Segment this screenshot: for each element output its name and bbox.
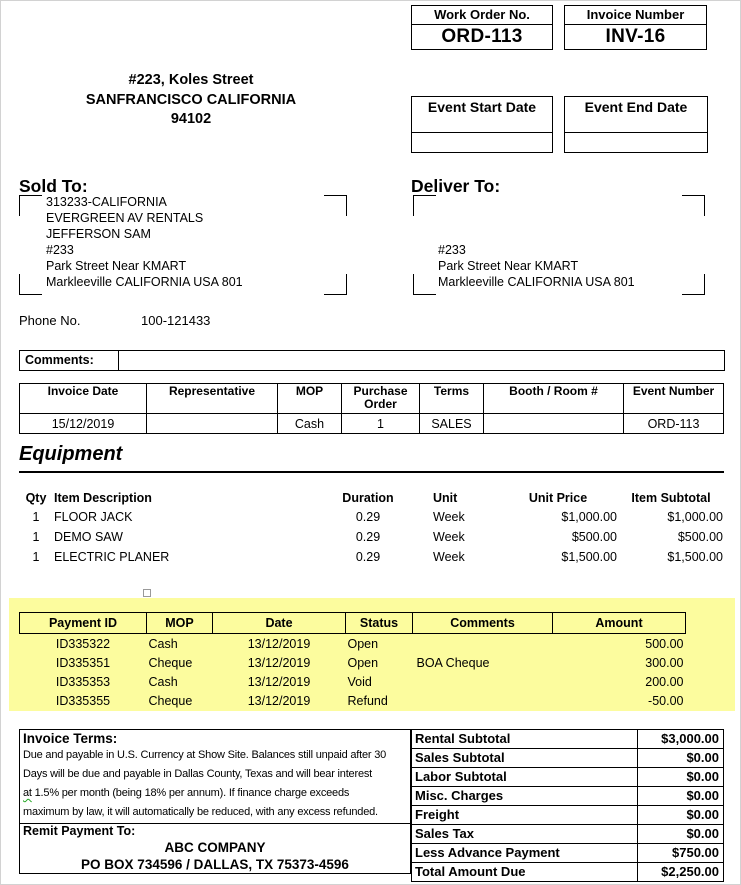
total-value: $0.00: [638, 768, 724, 787]
totals-row: [412, 806, 724, 825]
equipment-header-subtotal: Item Subtotal: [631, 490, 711, 505]
sold-to-address-line: Park Street Near KMART: [46, 259, 187, 273]
payments-header: MOP: [147, 613, 213, 634]
deliver-to-address: [438, 242, 635, 290]
payment-comments: [413, 672, 553, 691]
equipment-header-description: Item Description: [54, 490, 152, 505]
sold-to-corner-bracket: [324, 274, 347, 295]
totals-row: [412, 825, 724, 844]
order-info-header: Event Number: [624, 384, 724, 414]
deliver-to-corner-bracket: [682, 274, 705, 295]
payment-mop: Cheque: [148, 693, 193, 708]
equipment-qty: 1: [32, 550, 40, 564]
payment-comments: [413, 691, 553, 710]
equipment-unit: Week: [433, 530, 465, 544]
order-info-header: Terms: [420, 384, 484, 414]
equipment-row: [19, 547, 724, 567]
payment-row: [20, 634, 686, 654]
equipment-row: [19, 507, 724, 527]
event-start-date-box: [411, 96, 553, 153]
total-label: Labor Subtotal: [412, 768, 638, 787]
event-start-date-value: [412, 133, 552, 149]
booth-room-cell: [484, 414, 624, 434]
invoice-terms-box: [19, 729, 411, 874]
equipment-unit-price: $1,000.00: [561, 510, 617, 524]
company-address-line: 94102: [170, 111, 212, 127]
payment-amount: 500.00: [645, 636, 684, 651]
footer-section: [19, 729, 724, 879]
equipment-qty: 1: [32, 510, 40, 524]
equipment-duration: 0.29: [355, 510, 381, 524]
equipment-section-title: Equipment: [19, 443, 123, 465]
payment-status: Open: [347, 655, 379, 670]
order-info-header: Representative: [147, 384, 278, 414]
equipment-header-unit: Unit: [433, 490, 458, 505]
equipment-subtotal: $1,500.00: [667, 550, 723, 564]
sold-to-address-line: JEFFERSON SAM: [46, 227, 151, 241]
invoice-terms-text: [23, 784, 407, 803]
equipment-qty: 1: [32, 530, 40, 544]
payment-row: [20, 672, 686, 691]
total-value: $0.00: [638, 825, 724, 844]
sold-to-address: [46, 194, 243, 290]
order-info-header-row: [20, 384, 724, 414]
spellcheck-underlined-word: at: [23, 787, 32, 799]
deliver-to-address-line: #233: [438, 243, 466, 257]
payments-header: Status: [346, 613, 413, 634]
equipment-duration: 0.29: [355, 550, 381, 564]
deliver-to-corner-bracket: [413, 274, 436, 295]
invoice-number-box: [564, 5, 707, 50]
phone-label: Phone No.: [19, 313, 81, 328]
sold-to-address-line: #233: [46, 243, 74, 257]
company-address: [31, 71, 351, 130]
order-info-data-row: [20, 414, 724, 434]
work-order-box: [411, 5, 553, 50]
remit-company-name: ABC COMPANY: [164, 840, 266, 855]
sold-to-corner-bracket: [324, 195, 347, 216]
event-number-cell: ORD-113: [624, 414, 724, 434]
work-order-label: Work Order No.: [412, 6, 552, 25]
payment-date: 13/12/2019: [247, 674, 311, 689]
sold-to-address-line: Markleeville CALIFORNIA USA 801: [46, 275, 243, 289]
equipment-subtotal: $500.00: [677, 530, 723, 544]
sold-to-address-line: 313233-CALIFORNIA: [46, 195, 167, 209]
equipment-unit-price: $500.00: [571, 530, 617, 544]
payment-comments: [413, 634, 553, 654]
equipment-unit: Week: [433, 550, 465, 564]
equipment-duration: 0.29: [355, 530, 381, 544]
equipment-description: DEMO SAW: [54, 530, 123, 544]
comments-label: Comments:: [20, 351, 119, 370]
event-end-date-value: [565, 133, 707, 149]
deliver-to-address-line: Markleeville CALIFORNIA USA 801: [438, 275, 635, 289]
total-label: Misc. Charges: [412, 787, 638, 806]
equipment-table: [19, 488, 724, 567]
sold-to-corner-bracket: [19, 195, 42, 216]
equipment-row: [19, 527, 724, 547]
payment-status: Open: [347, 636, 379, 651]
equipment-unit: Week: [433, 510, 465, 524]
payment-status: Void: [347, 674, 372, 689]
payments-header: Date: [213, 613, 346, 634]
equipment-header-unit-price: Unit Price: [528, 490, 588, 505]
total-label: Sales Tax: [412, 825, 638, 844]
total-label: Freight: [412, 806, 638, 825]
payment-id: ID335351: [55, 655, 111, 670]
comments-value: [119, 351, 724, 370]
equipment-subtotal: $1,000.00: [667, 510, 723, 524]
small-square-marker: [143, 589, 151, 597]
sold-to-heading: Sold To:: [19, 176, 88, 196]
invoice-terms-text: Due and payable in U.S. Currency at Show Site. Balances still unpaid after 30: [23, 749, 387, 761]
payment-id: ID335322: [55, 636, 111, 651]
invoice-number-value: INV-16: [605, 26, 666, 47]
payments-header: Payment ID: [20, 613, 147, 634]
totals-row: [412, 863, 724, 882]
order-info-table: [19, 383, 724, 434]
representative-cell: [147, 414, 278, 434]
total-label: Rental Subtotal: [412, 730, 638, 749]
order-info-header: Booth / Room #: [484, 384, 624, 414]
payment-date: 13/12/2019: [247, 655, 311, 670]
order-info-header: MOP: [278, 384, 342, 414]
order-info-header: Invoice Date: [20, 384, 147, 414]
remit-heading: Remit Payment To:: [23, 824, 136, 838]
purchase-order-cell: 1: [342, 414, 420, 434]
payments-header: Amount: [553, 613, 686, 634]
totals-row: [412, 749, 724, 768]
total-value: $3,000.00: [638, 730, 724, 749]
invoice-number-label: Invoice Number: [565, 6, 706, 25]
equipment-header-qty: Qty: [25, 490, 47, 505]
comments-box: [19, 350, 725, 371]
total-value: $0.00: [638, 749, 724, 768]
deliver-to-heading: Deliver To:: [411, 176, 501, 196]
totals-row: [412, 844, 724, 863]
terms-cell: SALES: [420, 414, 484, 434]
deliver-to-corner-bracket: [413, 195, 436, 216]
event-end-date-box: [564, 96, 708, 153]
payment-id: ID335355: [55, 693, 111, 708]
event-end-date-label: Event End Date: [565, 97, 707, 133]
payment-date: 13/12/2019: [247, 636, 311, 651]
sold-to-address-line: EVERGREEN AV RENTALS: [46, 211, 204, 225]
equipment-description: FLOOR JACK: [54, 510, 133, 524]
company-address-line: SANFRANCISCO CALIFORNIA: [85, 91, 297, 108]
total-label: Total Amount Due: [412, 863, 638, 882]
equipment-unit-price: $1,500.00: [561, 550, 617, 564]
total-value: $0.00: [638, 787, 724, 806]
payment-mop: Cash: [148, 674, 178, 689]
invoice-terms-text: Days will be due and payable in Dallas County, Texas and will bear interest: [23, 768, 373, 780]
invoice-date-cell: 15/12/2019: [20, 414, 147, 434]
payment-date: 13/12/2019: [247, 693, 311, 708]
payment-amount: 300.00: [645, 655, 684, 670]
totals-row: [412, 787, 724, 806]
sold-to-corner-bracket: [19, 274, 42, 295]
total-value: $750.00: [638, 844, 724, 863]
equipment-header-duration: Duration: [342, 490, 394, 505]
event-start-date-label: Event Start Date: [412, 97, 552, 133]
payment-status: Refund: [347, 693, 388, 708]
remit-address: PO BOX 734596 / DALLAS, TX 75373-4596: [81, 857, 349, 872]
invoice-terms-heading: Invoice Terms:: [23, 731, 118, 746]
total-label: Sales Subtotal: [412, 749, 638, 768]
total-label: Less Advance Payment: [412, 844, 638, 863]
phone-value: 100-121433: [141, 313, 211, 328]
deliver-to-corner-bracket: [682, 195, 705, 216]
total-value: $0.00: [638, 806, 724, 825]
totals-row: [412, 730, 724, 749]
equipment-title-rule: [19, 471, 724, 473]
payments-header: Comments: [413, 613, 553, 634]
deliver-to-address-line: Park Street Near KMART: [438, 259, 579, 273]
totals-row: [412, 768, 724, 787]
totals-table: [411, 729, 724, 882]
payment-comments: BOA Cheque: [416, 655, 490, 670]
equipment-description: ELECTRIC PLANER: [54, 550, 170, 564]
payment-mop: Cheque: [148, 655, 193, 670]
equipment-header-row: [19, 488, 724, 507]
payments-header-row: [20, 613, 686, 634]
payment-row: [20, 653, 686, 672]
invoice-terms-text: maximum by law, it will automatically be reduced, with any excess refunded.: [23, 806, 378, 818]
payment-mop: Cash: [148, 636, 178, 651]
payments-table: [19, 612, 686, 710]
payment-amount: 200.00: [645, 674, 684, 689]
order-info-header: Purchase Order: [342, 384, 420, 414]
invoice-terms-text: 1.5% per month (being 18% per annum). If finance charge exceeds: [31, 787, 350, 799]
payment-row: [20, 691, 686, 710]
mop-cell: Cash: [278, 414, 342, 434]
work-order-value: ORD-113: [441, 26, 523, 47]
company-address-line: #223, Koles Street: [128, 72, 254, 88]
total-value: $2,250.00: [638, 863, 724, 882]
payment-amount: -50.00: [648, 693, 684, 708]
payment-id: ID335353: [55, 674, 111, 689]
